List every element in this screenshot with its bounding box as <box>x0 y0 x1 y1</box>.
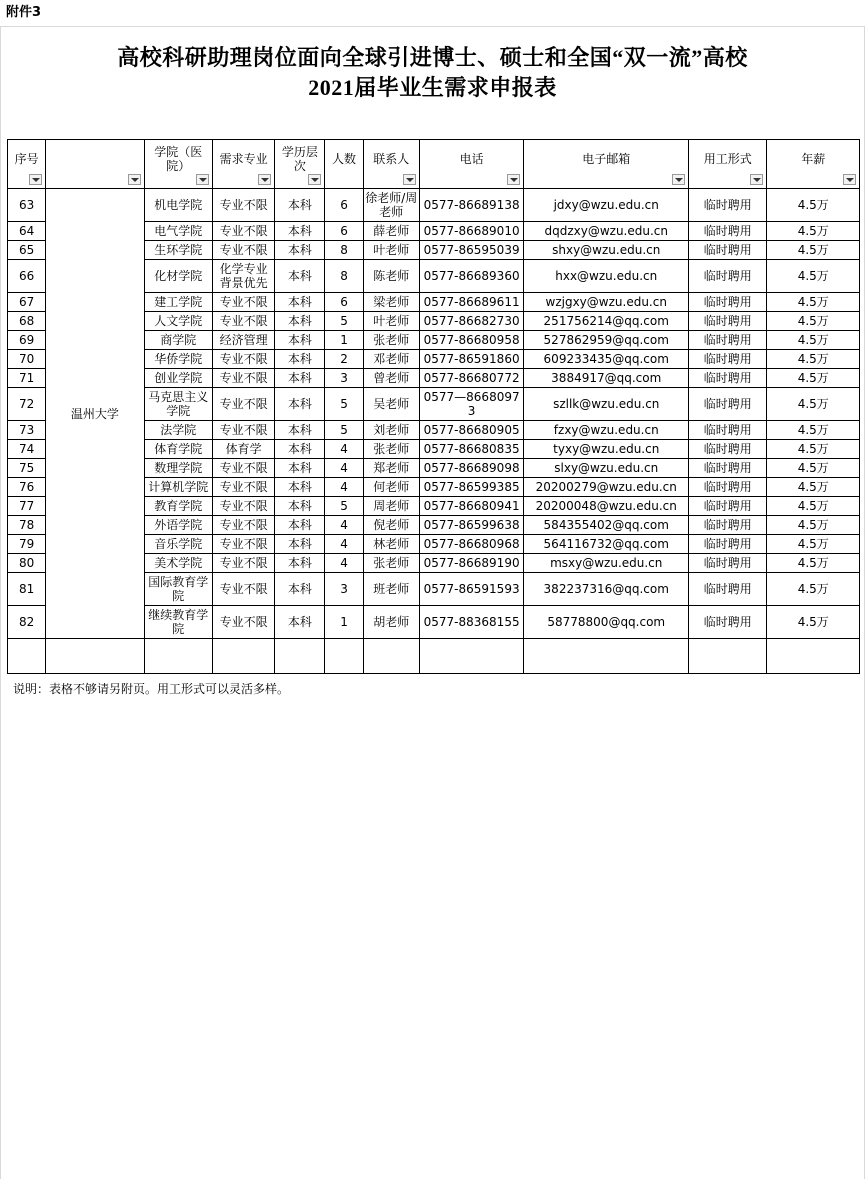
cell-seq: 63 <box>8 189 46 222</box>
cell-employment: 临时聘用 <box>689 516 767 535</box>
cell-phone: 0577-86689360 <box>419 260 523 293</box>
cell-phone: 0577-86689010 <box>419 222 523 241</box>
column-header-employment[interactable] <box>689 140 767 189</box>
attachment-label: 附件3 <box>0 0 865 27</box>
cell-college: 华侨学院 <box>144 350 212 369</box>
cell-email: szllk@wzu.edu.cn <box>524 388 689 421</box>
cell-count: 4 <box>325 440 363 459</box>
column-header-email-label: 电子邮箱 <box>582 152 631 166</box>
cell-degree: 本科 <box>275 312 325 331</box>
cell-degree: 本科 <box>275 369 325 388</box>
cell-blank <box>144 639 212 674</box>
cell-employment: 临时聘用 <box>689 606 767 639</box>
column-header-university-label <box>47 159 142 169</box>
cell-contact: 邓老师 <box>363 350 419 369</box>
cell-salary: 4.5万 <box>767 241 860 260</box>
filter-dropdown-icon[interactable] <box>308 174 321 185</box>
cell-degree: 本科 <box>275 606 325 639</box>
column-header-college-label: 学院（医院） <box>154 145 203 173</box>
column-header-salary-label: 年薪 <box>801 152 826 166</box>
cell-university: 温州大学 <box>46 189 144 639</box>
column-header-phone-label: 电话 <box>459 152 484 166</box>
cell-count: 1 <box>325 606 363 639</box>
cell-count: 5 <box>325 388 363 421</box>
cell-degree: 本科 <box>275 440 325 459</box>
cell-contact: 张老师 <box>363 554 419 573</box>
cell-phone: 0577-86680835 <box>419 440 523 459</box>
cell-phone: 0577-86680772 <box>419 369 523 388</box>
column-header-seq[interactable] <box>8 140 46 189</box>
cell-blank <box>363 639 419 674</box>
filter-dropdown-icon[interactable] <box>507 174 520 185</box>
cell-salary: 4.5万 <box>767 260 860 293</box>
filter-dropdown-icon[interactable] <box>403 174 416 185</box>
cell-phone: 0577-88368155 <box>419 606 523 639</box>
cell-salary: 4.5万 <box>767 554 860 573</box>
column-header-major[interactable] <box>212 140 274 189</box>
cell-college: 电气学院 <box>144 222 212 241</box>
cell-employment: 临时聘用 <box>689 554 767 573</box>
cell-blank <box>524 639 689 674</box>
filter-dropdown-icon[interactable] <box>29 174 42 185</box>
cell-count: 6 <box>325 293 363 312</box>
cell-count: 8 <box>325 260 363 293</box>
cell-email: fzxy@wzu.edu.cn <box>524 421 689 440</box>
cell-major: 专业不限 <box>212 421 274 440</box>
cell-contact: 胡老师 <box>363 606 419 639</box>
column-header-university[interactable] <box>46 140 144 189</box>
cell-seq: 65 <box>8 241 46 260</box>
cell-degree: 本科 <box>275 516 325 535</box>
cell-salary: 4.5万 <box>767 331 860 350</box>
cell-contact: 倪老师 <box>363 516 419 535</box>
filter-dropdown-icon[interactable] <box>258 174 271 185</box>
table-note: 说明：表格不够请另附页。用工形式可以灵活多样。 <box>13 682 290 696</box>
cell-college: 机电学院 <box>144 189 212 222</box>
cell-seq: 75 <box>8 459 46 478</box>
cell-college: 马克思主义学院 <box>144 388 212 421</box>
cell-salary: 4.5万 <box>767 535 860 554</box>
cell-degree: 本科 <box>275 222 325 241</box>
cell-college: 继续教育学院 <box>144 606 212 639</box>
cell-employment: 临时聘用 <box>689 388 767 421</box>
cell-count: 6 <box>325 189 363 222</box>
cell-salary: 4.5万 <box>767 440 860 459</box>
cell-phone: 0577-86680941 <box>419 497 523 516</box>
cell-seq: 69 <box>8 331 46 350</box>
cell-contact: 梁老师 <box>363 293 419 312</box>
cell-count: 5 <box>325 497 363 516</box>
cell-major: 化学专业背景优先 <box>212 260 274 293</box>
cell-salary: 4.5万 <box>767 606 860 639</box>
document-body <box>0 27 865 1179</box>
cell-contact: 张老师 <box>363 440 419 459</box>
cell-employment: 临时聘用 <box>689 459 767 478</box>
cell-college: 化材学院 <box>144 260 212 293</box>
cell-phone: 0577-86599638 <box>419 516 523 535</box>
cell-employment: 临时聘用 <box>689 478 767 497</box>
cell-degree: 本科 <box>275 331 325 350</box>
cell-employment: 临时聘用 <box>689 440 767 459</box>
cell-degree: 本科 <box>275 573 325 606</box>
column-header-degree[interactable] <box>275 140 325 189</box>
column-header-count[interactable] <box>325 140 363 189</box>
cell-contact: 叶老师 <box>363 312 419 331</box>
cell-email: shxy@wzu.edu.cn <box>524 241 689 260</box>
cell-phone: 0577-86595039 <box>419 241 523 260</box>
cell-phone: 0577-86689611 <box>419 293 523 312</box>
table-row <box>8 189 860 222</box>
cell-contact: 叶老师 <box>363 241 419 260</box>
cell-blank <box>767 639 860 674</box>
demand-table <box>7 139 860 674</box>
cell-contact: 曾老师 <box>363 369 419 388</box>
column-header-contact-label: 联系人 <box>373 152 410 166</box>
title-table-spacer <box>7 109 858 139</box>
cell-college: 法学院 <box>144 421 212 440</box>
cell-email: 3884917@qq.com <box>524 369 689 388</box>
cell-employment: 临时聘用 <box>689 222 767 241</box>
cell-employment: 临时聘用 <box>689 293 767 312</box>
column-header-seq-label: 序号 <box>14 152 39 166</box>
cell-college: 建工学院 <box>144 293 212 312</box>
cell-salary: 4.5万 <box>767 369 860 388</box>
cell-degree: 本科 <box>275 189 325 222</box>
column-header-contact[interactable] <box>363 140 419 189</box>
cell-phone: 0577-86689138 <box>419 189 523 222</box>
cell-phone: 0577-86591593 <box>419 573 523 606</box>
cell-employment: 临时聘用 <box>689 421 767 440</box>
cell-college: 计算机学院 <box>144 478 212 497</box>
cell-major: 专业不限 <box>212 189 274 222</box>
cell-salary: 4.5万 <box>767 388 860 421</box>
filter-dropdown-icon[interactable] <box>672 174 685 185</box>
page-title-line1: 高校科研助理岗位面向全球引进博士、硕士和全国“双一流”高校 <box>117 45 748 70</box>
cell-salary: 4.5万 <box>767 189 860 222</box>
cell-major: 专业不限 <box>212 350 274 369</box>
cell-blank <box>212 639 274 674</box>
cell-contact: 徐老师/周老师 <box>363 189 419 222</box>
cell-salary: 4.5万 <box>767 293 860 312</box>
cell-college: 美术学院 <box>144 554 212 573</box>
cell-major: 体育学 <box>212 440 274 459</box>
cell-seq: 73 <box>8 421 46 440</box>
cell-count: 4 <box>325 478 363 497</box>
cell-phone: 0577-86599385 <box>419 478 523 497</box>
cell-seq: 77 <box>8 497 46 516</box>
cell-email: 527862959@qq.com <box>524 331 689 350</box>
cell-email: 609233435@qq.com <box>524 350 689 369</box>
cell-email: jdxy@wzu.edu.cn <box>524 189 689 222</box>
cell-seq: 79 <box>8 535 46 554</box>
cell-count: 5 <box>325 421 363 440</box>
cell-major: 专业不限 <box>212 241 274 260</box>
filter-dropdown-icon[interactable] <box>128 174 141 185</box>
cell-salary: 4.5万 <box>767 497 860 516</box>
cell-count: 4 <box>325 554 363 573</box>
cell-college: 教育学院 <box>144 497 212 516</box>
cell-degree: 本科 <box>275 554 325 573</box>
table-header-row <box>8 140 860 189</box>
cell-seq: 71 <box>8 369 46 388</box>
cell-email: 584355402@qq.com <box>524 516 689 535</box>
column-header-major-label: 需求专业 <box>219 152 268 166</box>
cell-salary: 4.5万 <box>767 421 860 440</box>
cell-employment: 临时聘用 <box>689 260 767 293</box>
cell-phone: 0577-86680905 <box>419 421 523 440</box>
cell-email: wzjgxy@wzu.edu.cn <box>524 293 689 312</box>
cell-count: 3 <box>325 573 363 606</box>
cell-college: 体育学院 <box>144 440 212 459</box>
cell-employment: 临时聘用 <box>689 573 767 606</box>
cell-phone: 0577-86689190 <box>419 554 523 573</box>
cell-major: 专业不限 <box>212 312 274 331</box>
cell-contact: 何老师 <box>363 478 419 497</box>
cell-seq: 72 <box>8 388 46 421</box>
cell-contact: 班老师 <box>363 573 419 606</box>
cell-salary: 4.5万 <box>767 573 860 606</box>
cell-contact: 郑老师 <box>363 459 419 478</box>
cell-email: 251756214@qq.com <box>524 312 689 331</box>
cell-degree: 本科 <box>275 388 325 421</box>
cell-email: 20200279@wzu.edu.cn <box>524 478 689 497</box>
cell-seq: 78 <box>8 516 46 535</box>
cell-major: 专业不限 <box>212 573 274 606</box>
cell-email: slxy@wzu.edu.cn <box>524 459 689 478</box>
cell-contact: 刘老师 <box>363 421 419 440</box>
cell-college: 商学院 <box>144 331 212 350</box>
cell-contact: 吴老师 <box>363 388 419 421</box>
cell-email: 20200048@wzu.edu.cn <box>524 497 689 516</box>
cell-phone: 0577-86591860 <box>419 350 523 369</box>
cell-contact: 林老师 <box>363 535 419 554</box>
cell-blank <box>689 639 767 674</box>
cell-email: 564116732@qq.com <box>524 535 689 554</box>
cell-major: 专业不限 <box>212 535 274 554</box>
cell-count: 1 <box>325 331 363 350</box>
cell-salary: 4.5万 <box>767 478 860 497</box>
cell-count: 2 <box>325 350 363 369</box>
column-header-count-label: 人数 <box>332 152 357 166</box>
cell-degree: 本科 <box>275 293 325 312</box>
cell-major: 专业不限 <box>212 388 274 421</box>
cell-major: 经济管理 <box>212 331 274 350</box>
cell-count: 5 <box>325 312 363 331</box>
cell-degree: 本科 <box>275 459 325 478</box>
cell-college: 音乐学院 <box>144 535 212 554</box>
cell-seq: 70 <box>8 350 46 369</box>
cell-email: hxx@wzu.edu.cn <box>524 260 689 293</box>
cell-blank <box>419 639 523 674</box>
cell-salary: 4.5万 <box>767 222 860 241</box>
cell-employment: 临时聘用 <box>689 331 767 350</box>
cell-major: 专业不限 <box>212 516 274 535</box>
cell-count: 4 <box>325 516 363 535</box>
cell-seq: 68 <box>8 312 46 331</box>
cell-major: 专业不限 <box>212 222 274 241</box>
cell-contact: 陈老师 <box>363 260 419 293</box>
cell-blank <box>46 639 144 674</box>
cell-degree: 本科 <box>275 535 325 554</box>
cell-salary: 4.5万 <box>767 312 860 331</box>
cell-major: 专业不限 <box>212 497 274 516</box>
table-row-blank <box>8 639 860 674</box>
cell-college: 人文学院 <box>144 312 212 331</box>
cell-seq: 81 <box>8 573 46 606</box>
filter-dropdown-icon[interactable] <box>750 174 763 185</box>
filter-dropdown-icon[interactable] <box>843 174 856 185</box>
cell-degree: 本科 <box>275 497 325 516</box>
page-title-line2: 2021届毕业生需求申报表 <box>308 75 557 100</box>
cell-count: 4 <box>325 535 363 554</box>
cell-phone: 0577-86680958 <box>419 331 523 350</box>
cell-employment: 临时聘用 <box>689 312 767 331</box>
cell-seq: 82 <box>8 606 46 639</box>
cell-seq: 76 <box>8 478 46 497</box>
cell-employment: 临时聘用 <box>689 189 767 222</box>
cell-contact: 周老师 <box>363 497 419 516</box>
cell-seq: 67 <box>8 293 46 312</box>
column-header-salary[interactable] <box>767 140 860 189</box>
cell-phone: 0577-86689098 <box>419 459 523 478</box>
cell-email: 58778800@qq.com <box>524 606 689 639</box>
column-header-degree-label: 学历层次 <box>281 145 318 173</box>
cell-college: 生环学院 <box>144 241 212 260</box>
cell-salary: 4.5万 <box>767 459 860 478</box>
cell-degree: 本科 <box>275 241 325 260</box>
cell-phone: 0577—86680973 <box>419 388 523 421</box>
cell-blank <box>275 639 325 674</box>
cell-blank <box>8 639 46 674</box>
cell-email: 382237316@qq.com <box>524 573 689 606</box>
cell-major: 专业不限 <box>212 369 274 388</box>
cell-employment: 临时聘用 <box>689 497 767 516</box>
cell-phone: 0577-86680968 <box>419 535 523 554</box>
cell-contact: 薛老师 <box>363 222 419 241</box>
cell-degree: 本科 <box>275 478 325 497</box>
cell-email: msxy@wzu.edu.cn <box>524 554 689 573</box>
filter-dropdown-icon[interactable] <box>196 174 209 185</box>
column-header-email[interactable] <box>524 140 689 189</box>
cell-college: 创业学院 <box>144 369 212 388</box>
cell-degree: 本科 <box>275 350 325 369</box>
cell-count: 6 <box>325 222 363 241</box>
cell-seq: 74 <box>8 440 46 459</box>
cell-major: 专业不限 <box>212 293 274 312</box>
cell-major: 专业不限 <box>212 554 274 573</box>
cell-seq: 80 <box>8 554 46 573</box>
cell-major: 专业不限 <box>212 478 274 497</box>
cell-phone: 0577-86682730 <box>419 312 523 331</box>
cell-degree: 本科 <box>275 260 325 293</box>
column-header-college[interactable] <box>144 140 212 189</box>
cell-employment: 临时聘用 <box>689 369 767 388</box>
cell-major: 专业不限 <box>212 606 274 639</box>
cell-contact: 张老师 <box>363 331 419 350</box>
cell-employment: 临时聘用 <box>689 350 767 369</box>
cell-college: 外语学院 <box>144 516 212 535</box>
cell-seq: 66 <box>8 260 46 293</box>
cell-salary: 4.5万 <box>767 516 860 535</box>
column-header-employment-label: 用工形式 <box>703 152 752 166</box>
cell-email: tyxy@wzu.edu.cn <box>524 440 689 459</box>
cell-salary: 4.5万 <box>767 350 860 369</box>
cell-college: 国际教育学院 <box>144 573 212 606</box>
cell-count: 8 <box>325 241 363 260</box>
cell-count: 4 <box>325 459 363 478</box>
cell-college: 数理学院 <box>144 459 212 478</box>
cell-blank <box>325 639 363 674</box>
table-body <box>8 189 860 674</box>
cell-major: 专业不限 <box>212 459 274 478</box>
column-header-phone[interactable] <box>419 140 523 189</box>
cell-email: dqdzxy@wzu.edu.cn <box>524 222 689 241</box>
cell-seq: 64 <box>8 222 46 241</box>
cell-count: 3 <box>325 369 363 388</box>
cell-employment: 临时聘用 <box>689 535 767 554</box>
cell-degree: 本科 <box>275 421 325 440</box>
page-title <box>7 27 858 109</box>
cell-employment: 临时聘用 <box>689 241 767 260</box>
